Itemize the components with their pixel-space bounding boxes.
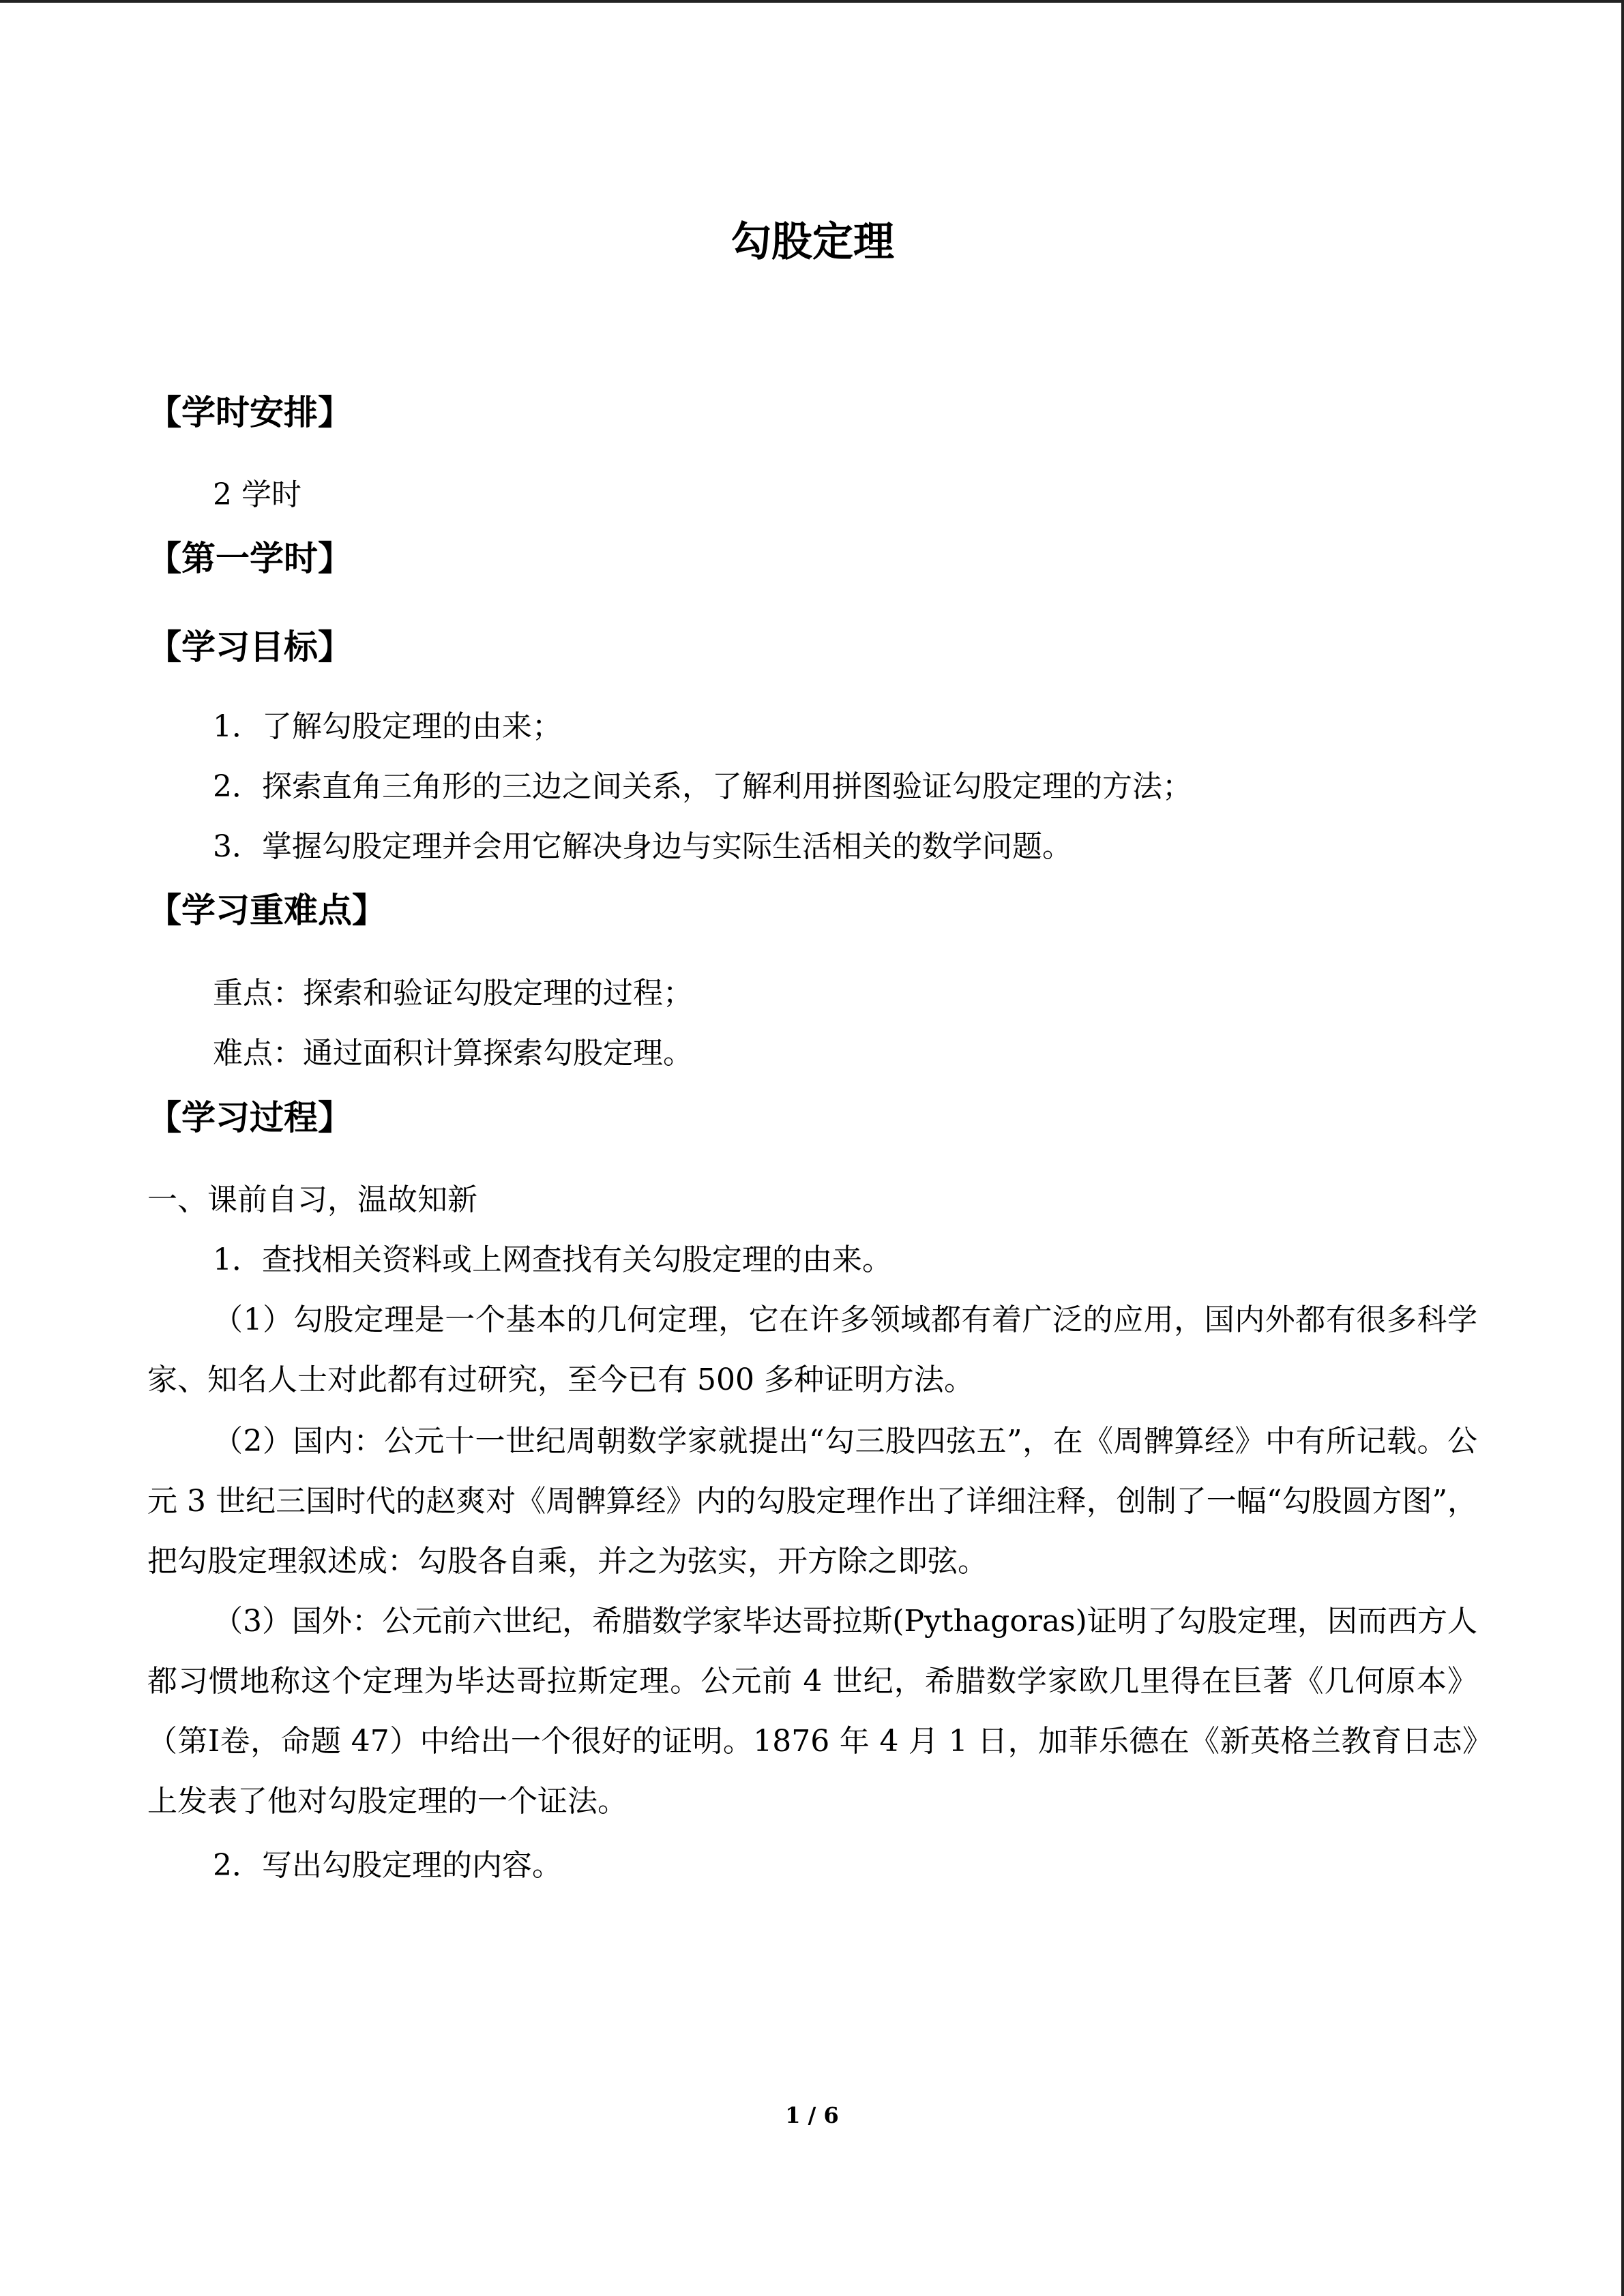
heading-schedule: 【学时安排】 [147,393,352,432]
page-number: 1 / 6 [785,2102,839,2128]
objective-item: 1．了解勾股定理的由来； [213,709,562,744]
heading-key-points: 【学习重难点】 [147,891,386,930]
key-point-item: 难点：通过面积计算探索勾股定理。 [213,1036,693,1071]
heading-process: 【学习过程】 [147,1098,352,1137]
process-part-one: 一、课前自习，温故知新 [147,1182,477,1217]
heading-objectives: 【学习目标】 [147,627,352,667]
history-paragraph: （2）国内：公元十一世纪周朝数学家就提出“勾三股四弦五”，在《周髀算经》中有所记载。公元 3 世纪三国时代的赵爽对《周髀算经》内的勾股定理作出了详细注释，创制了一幅“勾股圆方图”，把勾股定理叙述成：勾股各自乘，并之为弦实，开方除之即弦。 [147,1424,1477,1579]
process-task-two: 2．写出勾股定理的内容。 [213,1848,562,1883]
process-task-one: 1．查找相关资料或上网查找有关勾股定理的由来。 [213,1242,892,1277]
objective-item: 3．掌握勾股定理并会用它解决身边与实际生活相关的数学问题。 [213,829,1072,864]
history-paragraph: （1）勾股定理是一个基本的几何定理，它在许多领域都有着广泛的应用，国内外都有很多科学家、知名人士对此都有过研究，至今已有 500 多种证明方法。 [147,1302,1477,1397]
key-point-item: 重点：探索和验证勾股定理的过程； [213,976,693,1011]
history-paragraph: （3）国外：公元前六世纪，希腊数学家毕达哥拉斯(Pythagoras)证明了勾股定理，因而西方人都习惯地称这个定理为毕达哥拉斯定理。公元前 4 世纪，希腊数学家欧几里得在巨著《几何原本》（第Ⅰ卷，命题 47）中给出一个很好的证明。1876 年 4 月 1 日，加菲乐德在《新英格兰教育日志》上发表了他对勾股定理的一个证法。 [147,1604,1477,1819]
heading-first-period: 【第一学时】 [147,539,352,578]
objective-item: 2．探索直角三角形的三边之间关系，了解利用拼图验证勾股定理的方法； [213,769,1192,804]
page-title: 勾股定理 [730,218,894,266]
schedule-text: 2 学时 [213,477,301,512]
